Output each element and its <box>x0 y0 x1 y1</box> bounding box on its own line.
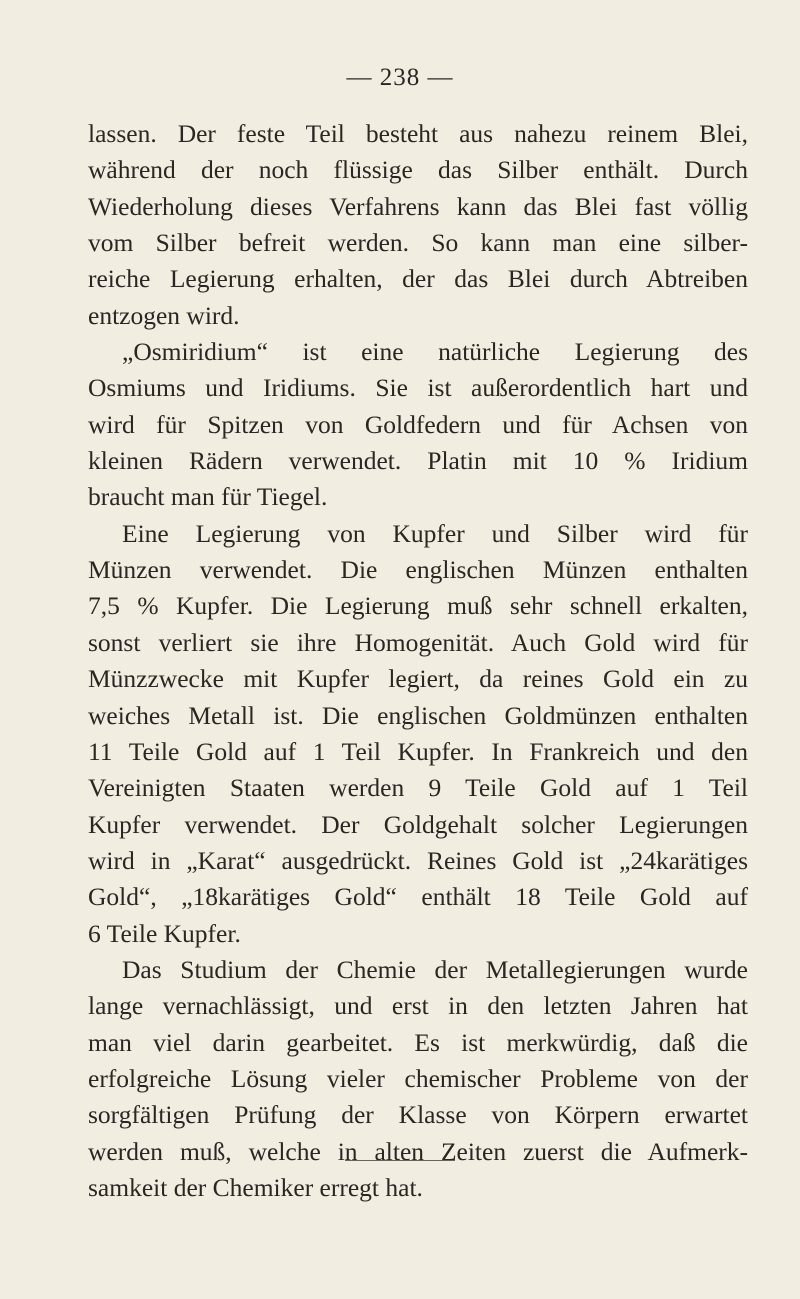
text-line: entzogen wird. <box>88 300 240 330</box>
text-line: Gold“, „18karätiges Gold“ enthält 18 Teile Gold auf <box>88 882 748 912</box>
text-line: sonst verliert sie ihre Homogenität. Auch Gold wird für <box>88 627 748 657</box>
text-line: lange vernachlässigt, und erst in den letzten Jahren hat <box>88 991 748 1021</box>
text-line: 6 Teile Kupfer. <box>88 918 241 948</box>
text-line: Münzzwecke mit Kupfer legiert, da reines Gold ein zu <box>88 664 748 694</box>
text-line: weiches Metall ist. Die englischen Goldmünzen enthalten <box>88 700 748 730</box>
paragraph-start-line: Das Studium der Chemie der Metallegierungen wurde <box>122 954 748 984</box>
text-line: Kupfer verwendet. Der Goldgehalt solcher Legierungen <box>88 809 748 839</box>
text-line: Osmiums und Iridiums. Sie ist außerordentlich hart und <box>88 373 748 403</box>
text-line: kleinen Rädern verwendet. Platin mit 10 % Iridium <box>88 446 748 476</box>
text-line: sorgfältigen Prüfung der Klasse von Körpern erwartet <box>88 1100 748 1130</box>
text-line: wird in „Karat“ ausgedrückt. Reines Gold ist „24karätiges <box>88 845 748 875</box>
text-line: wird für Spitzen von Goldfedern und für Achsen von <box>88 409 748 439</box>
text-line: Vereinigten Staaten werden 9 Teile Gold auf 1 Teil <box>88 773 748 803</box>
text-line: Wiederholung dieses Verfahrens kann das Blei fast völlig <box>88 191 748 221</box>
text-line: Münzen verwendet. Die englischen Münzen enthalten <box>88 555 748 585</box>
text-line: 11 Teile Gold auf 1 Teil Kupfer. In Frankreich und den <box>88 736 748 766</box>
text-line: werden muß, welche in alten Zeiten zuerst die Aufmerk- <box>88 1136 748 1166</box>
text-line: vom Silber befreit werden. So kann man eine silber- <box>88 228 748 258</box>
text-line: braucht man für Tiegel. <box>88 482 328 512</box>
text-line: während der noch flüssige das Silber enthält. Durch <box>88 155 748 185</box>
text-line: lassen. Der feste Teil besteht aus nahezu reinem Blei, <box>88 119 748 148</box>
footer-divider <box>345 1160 455 1161</box>
page-number: — 238 — <box>346 64 454 91</box>
text-line: reiche Legierung erhalten, der das Blei durch Abtreiben <box>88 264 748 294</box>
text-line: 7,5 % Kupfer. Die Legierung muß sehr schnell erkalten, <box>88 591 748 621</box>
paragraph-start-line: „Osmiridium“ ist eine natürliche Legierung des <box>122 337 748 367</box>
body-text <box>88 116 748 1206</box>
paragraph-start-line: Eine Legierung von Kupfer und Silber wird für <box>122 518 748 548</box>
text-line: man viel darin gearbeitet. Es ist merkwürdig, daß die <box>88 1027 748 1057</box>
text-line: samkeit der Chemiker erregt hat. <box>88 1172 423 1202</box>
text-line: erfolgreiche Lösung vieler chemischer Probleme von der <box>88 1063 748 1093</box>
